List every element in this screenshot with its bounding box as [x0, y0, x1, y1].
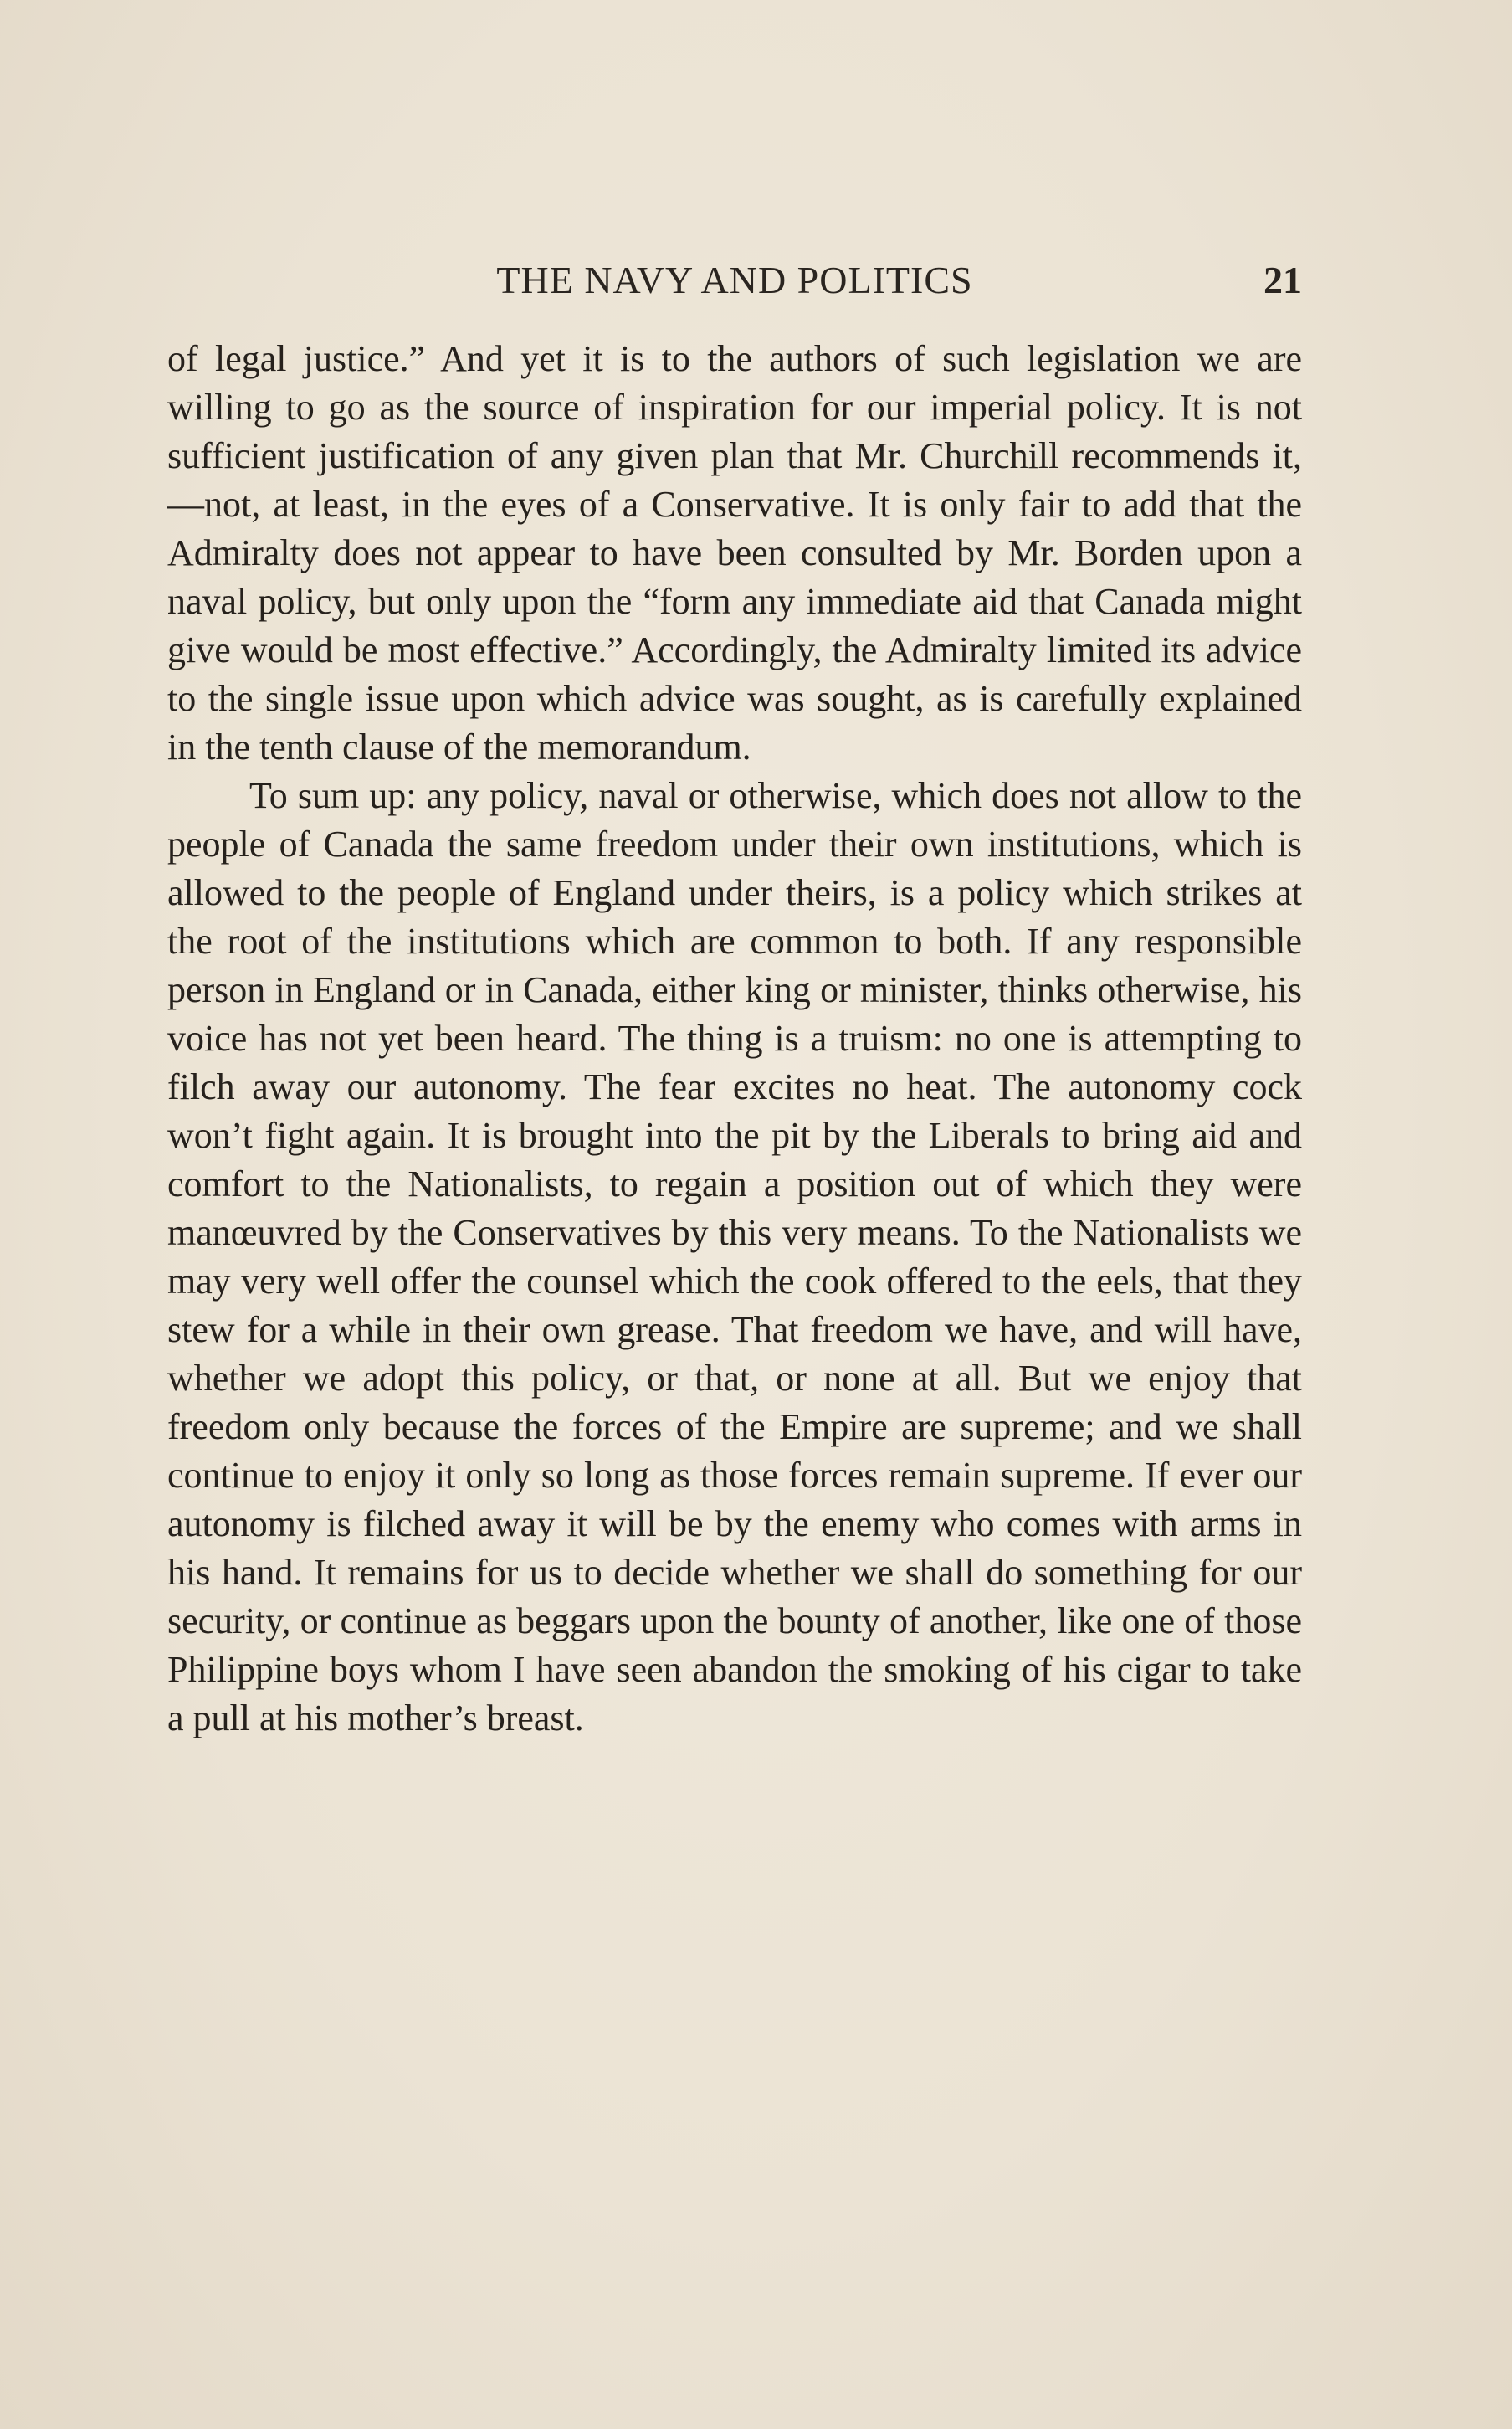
running-title: THE NAVY AND POLITICS — [496, 259, 973, 301]
body-text — [167, 335, 1302, 1743]
paragraph-summary: To sum up: any policy, naval or otherwise, which does not allow to the people of Canada the same freedom under their own institutions, which is allowed to the people of England under theirs, is a policy which strikes at the root of the institutions which are common to both. If any responsible person in England or in Canada, either king or minister, thinks otherwise, his voice has not yet been heard. The thing is a truism: no one is attempting to filch away our autonomy. The fear excites no heat. The autonomy cock won’t fight again. It is brought into the pit by the Liberals to bring aid and comfort to the Nationalists, to regain a position out of which they were manœuvred by the Conservatives by this very means. To the Nationalists we may very well offer the counsel which the cook offered to the eels, that they stew for a while in their own grease. That freedom we have, and will have, whether we adopt this policy, or that, or none at all. But we enjoy that freedom only because the forces of the Empire are supreme; and we shall continue to enjoy it only so long as those forces remain supreme. If ever our autonomy is filched away it will be by the enemy who comes with arms in his hand. It remains for us to decide whether we shall do something for our security, or continue as beggars upon the bounty of another, like one of those Philippine boys whom I have seen abandon the smoking of his cigar to take a pull at his mother’s breast. — [167, 775, 1302, 1738]
running-head — [167, 251, 1302, 310]
paragraph-continuation: of legal justice.” And yet it is to the authors of such legislation we are willing to go as the source of inspiration for our imperial policy. It is not sufficient justification of any given plan that Mr. Churchill recommends it,—not, at least, in the eyes of a Conservative. It is only fair to add that the Admiralty does not appear to have been consulted by Mr. Borden upon a naval policy, but only upon the “form any immediate aid that Canada might give would be most effective.” Accordingly, the Admiralty limited its advice to the single issue upon which advice was sought, as is carefully explained in the tenth clause of the memorandum. — [167, 338, 1302, 768]
page-number: 21 — [1263, 259, 1302, 301]
